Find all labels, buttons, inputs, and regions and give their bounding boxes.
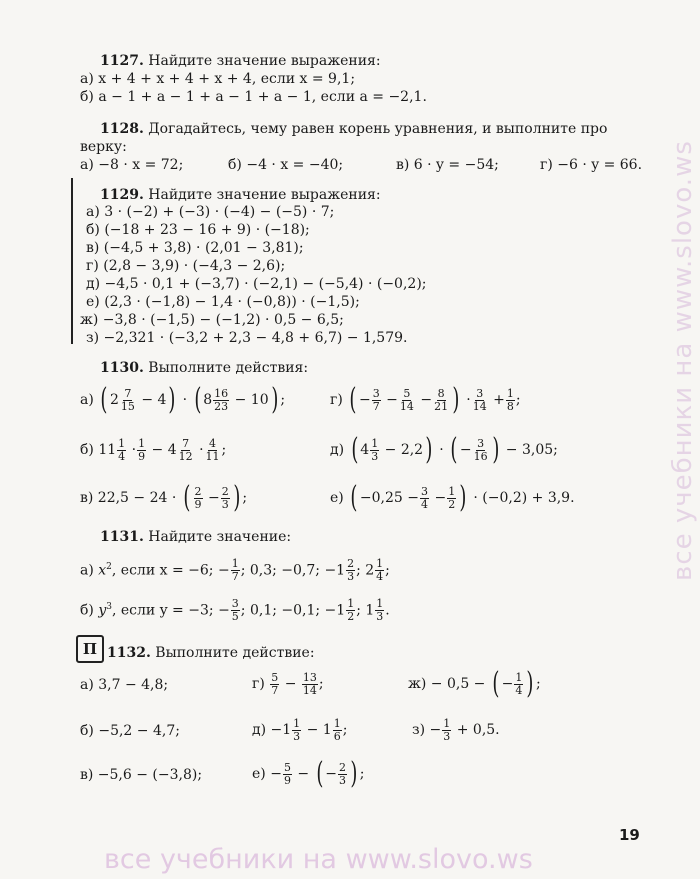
margin-bar <box>71 178 73 344</box>
problem-1132-zh: ж) − 0,5 − ( − $\frac{1}{4}$ ) ; <box>408 666 541 701</box>
problem-1130-a: а) ( 2 $\frac{7}{15}$ − 4) · ( 8 $\frac{16}{23}$ − 10) ; <box>80 382 286 417</box>
problem-1130-v: в) 22,5 − 24 · ( $\frac{2}{9}$ − $\frac{2}{3}$ ) ; <box>80 480 248 515</box>
problem-1132-g: г) $\frac{5}{7}$ − $\frac{13}{14}$ ; <box>252 670 324 697</box>
problem-1132-e: е) − $\frac{5}{9}$ − ( − $\frac{2}{3}$ ) ; <box>252 756 365 791</box>
problem-number: 1129. <box>100 187 144 203</box>
problem-1130-g: г) ( − $\frac{3}{7}$ − $\frac{5}{14}$ − $\frac{8}{21}$ ) · $\frac{3}{14}$ + $\frac{1}{8}$ ; <box>330 382 521 417</box>
problem-1127-b: б) a − 1 + a − 1 + a − 1 + a − 1, если a = −2,1. <box>80 89 427 105</box>
problem-number: 1128. <box>100 121 144 137</box>
problem-title: Найдите значение выражения: <box>148 53 381 69</box>
problem-1132-d: д) −1 $\frac{1}{3}$ − 1 $\frac{1}{6}$ ; <box>252 716 348 743</box>
problem-1129-heading <box>100 186 381 204</box>
problem-1129-item: б) (−18 + 23 − 16 + 9) · (−18); <box>86 222 310 238</box>
problem-1129-item: г) (2,8 − 3,9) · (−4,3 − 2,6); <box>86 258 286 274</box>
watermark-vertical: все учебники на www.slovo.ws <box>668 140 698 581</box>
problem-1130-b: б) 11 $\frac{1}{4}$ · $\frac{1}{9}$ − 4 $\frac{7}{12}$ · $\frac{4}{11}$ ; <box>80 436 227 463</box>
problem-1128-c: в) 6 · y = −54; <box>396 157 499 173</box>
problem-1129-item: д) −4,5 · 0,1 + (−3,7) · (−2,1) − (−5,4) · (−0,2); <box>86 276 427 292</box>
problem-1127-a: а) x + 4 + x + 4 + x + 4, если x = 9,1; <box>80 71 356 87</box>
problem-1132-b: б) −5,2 − 4,7; <box>80 723 180 739</box>
problem-1128-heading <box>100 120 607 138</box>
watermark-bottom: все учебники на www.slovo.ws <box>104 844 533 875</box>
problem-title: Выполните действие: <box>155 645 315 661</box>
problem-number: 1131. <box>100 529 144 545</box>
problem-number: 1127. <box>100 53 144 69</box>
problem-1130-d: д) ( 4 $\frac{1}{3}$ − 2,2) · ( − $\frac{3}{16}$ ) − 3,05; <box>330 432 558 467</box>
problem-title: Найдите значение: <box>148 529 292 545</box>
problem-number: 1132. <box>107 645 151 661</box>
problem-1129-item: з) −2,321 · (−3,2 + 2,3 − 4,8 + 6,7) − 1,579. <box>86 330 408 346</box>
problem-1127-heading <box>100 52 381 70</box>
problem-1128-title-cont: верку: <box>80 139 127 155</box>
problem-title: Догадайтесь, чему равен корень уравнения, и выполните про <box>148 121 608 137</box>
problem-1132-heading <box>107 644 315 662</box>
problem-1131-heading <box>100 528 291 546</box>
problem-1130-e: е) ( −0,25 − $\frac{3}{4}$ − $\frac{1}{2}$ ) · (−0,2) + 3,9. <box>330 480 575 515</box>
problem-1128-b: б) −4 · x = −40; <box>228 157 344 173</box>
page-number: 19 <box>619 826 640 844</box>
problem-1132-z: з) − $\frac{1}{3}$ + 0,5. <box>412 716 500 743</box>
problem-1129-item: а) 3 · (−2) + (−3) · (−4) − (−5) · 7; <box>86 204 335 220</box>
practice-badge-icon: П <box>76 635 104 663</box>
problem-1128-a: а) −8 · x = 72; <box>80 157 184 173</box>
problem-1132-a: а) 3,7 − 4,8; <box>80 677 169 693</box>
problem-number: 1130. <box>100 360 144 376</box>
problem-1128-d: г) −6 · y = 66. <box>540 157 643 173</box>
problem-1131-a: а) $x^2$, если x = −6; − $\frac{1}{7}$ ; 0,3; −0,7; −1 $\frac{2}{3}$ ; 2 $\frac{1}{4}$ ; <box>80 557 390 584</box>
problem-1132-v: в) −5,6 − (−3,8); <box>80 767 203 783</box>
problem-1129-item: в) (−4,5 + 3,8) · (2,01 − 3,81); <box>86 240 304 256</box>
problem-1130-heading <box>100 359 308 377</box>
problem-1131-b: б) $y^3$, если y = −3; − $\frac{3}{5}$ ; 0,1; −0,1; −1 $\frac{1}{2}$ ; 1 $\frac{1}{3}$ . <box>80 597 390 624</box>
problem-title: Найдите значение выражения: <box>148 187 381 203</box>
problem-title: Выполните действия: <box>148 360 309 376</box>
problem-1129-item: е) (2,3 · (−1,8) − 1,4 · (−0,8)) · (−1,5); <box>86 294 360 310</box>
problem-1129-item: ж) −3,8 · (−1,5) − (−1,2) · 0,5 − 6,5; <box>80 312 344 328</box>
